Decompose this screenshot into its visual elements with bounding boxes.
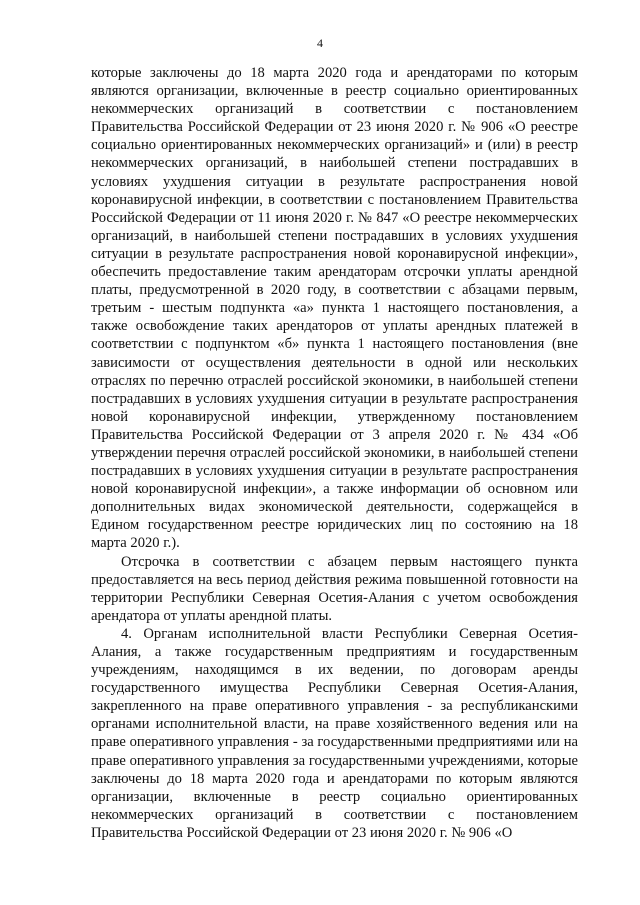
paragraph-item-4: 4. Органам исполнительной власти Республики Северная Осетия-Алания, а также государственным предприятиям и государственным учреждениям, находящимся в их ведении, по договорам аренды государственного имущества Республики Северная Осетия-Алания, закрепленного на праве оперативного управления - за республиканскими органами исполнительной власти, на праве хозяйственного ведения или на праве оперативного управления - за государственными предприятиями или на праве оперативного управления за государственными учреждениями, которые заключены до 18 марта 2020 года и арендаторами по которым являются организации, включенные в реестр социально ориентированных некоммерческих организаций в соответствии с постановлением Правительства Российской Федерации от 23 июня 2020 г. № 906 «О — [91, 625, 578, 841]
paragraph-deferral: Отсрочка в соответствии с абзацем первым настоящего пункта предоставляется на весь период действия режима повышенной готовности на территории Республики Северная Осетия-Алания с учетом освобождения арендатора от уплаты арендной платы. — [91, 553, 578, 624]
page-number: 4 — [317, 36, 323, 50]
body-text — [91, 64, 578, 842]
paragraph-continuation: которые заключены до 18 марта 2020 года и арендаторами по которым являются организации, включенные в реестр социально ориентированных некоммерческих организаций в соответствии с постановлением Правительства Российской Федерации от 23 июня 2020 г. № 906 «О реестре социально ориентированных некоммерческих организаций» и (или) в реестр некоммерческих организаций, в наибольшей степени пострадавших в условиях ухудшения ситуации в результате распространения новой коронавирусной инфекции, в соответствии с постановлением Правительства Российской Федерации от 11 июня 2020 г. № 847 «О реестре некоммерческих организаций, в наибольшей степени пострадавших в условиях ухудшения ситуации в результате распространения новой коронавирусной инфекции», обеспечить предоставление таким арендаторам отсрочки уплаты арендной платы, предусмотренной в 2020 году, в соответствии с абзацами первым, третьим - шестым подпункта «а» пункта 1 настоящего постановления, а также освобождение таких арендаторов от уплаты арендных платежей в соответствии с подпунктом «б» пункта 1 настоящего постановления (вне зависимости от осуществления деятельности в одной или нескольких отраслях по перечню отраслей российской экономики, в наибольшей степени пострадавших в условиях ухудшения ситуации в результате распространения новой коронавирусной инфекции, утвержденному постановлением Правительства Российской Федерации от 3 апреля 2020 г. № 434 «Об утверждении перечня отраслей российской экономики, в наибольшей степени пострадавших в условиях ухудшения ситуации в результате распространения новой коронавирусной инфекции», а также информации об основном или дополнительных видах экономической деятельности, содержащейся в Едином государственном реестре юридических лиц по состоянию на 18 марта 2020 г.). — [91, 65, 578, 552]
